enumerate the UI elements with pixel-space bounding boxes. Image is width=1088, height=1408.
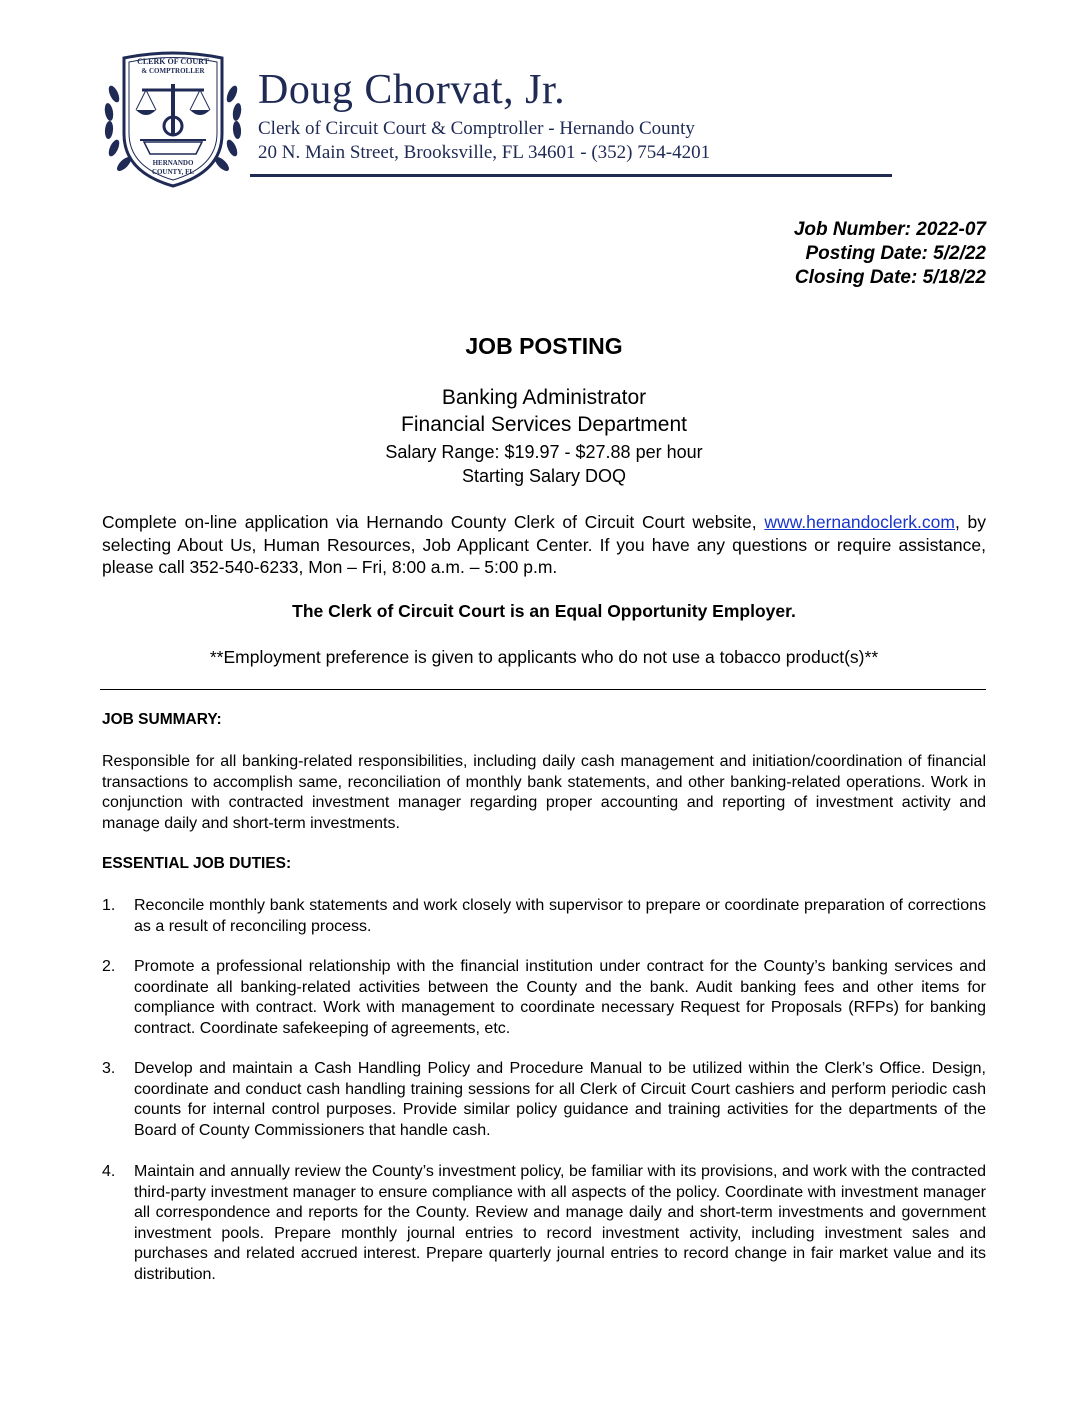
clerk-seal-icon (100, 44, 246, 190)
website-link[interactable]: www.hernandoclerk.com (764, 512, 955, 532)
starting-salary: Starting Salary DOQ (461, 466, 627, 486)
duty-number: 4. (102, 1163, 116, 1180)
job-number: Job Number: 2022-07 (793, 219, 986, 240)
posting-heading: JOB POSTING (465, 333, 623, 359)
duty-text: Reconcile monthly bank statements and work closely with supervisor to prepare or coordinate preparation of corrections as a result of reconciling process. (134, 897, 986, 935)
position-block (0, 384, 1088, 438)
duty-item (102, 896, 986, 937)
section-divider (100, 689, 986, 690)
seal-ring-top: CLERK OF COURT (137, 57, 209, 66)
duty-number: 1. (102, 897, 116, 914)
duty-item (102, 1059, 986, 1141)
seal-bottom-line2: COUNTY, FL (151, 168, 195, 176)
clerk-title: Clerk of Circuit Court & Comptroller - Hernando County (258, 118, 695, 139)
salary-range: Salary Range: $19.97 - $27.88 per hour (385, 442, 703, 462)
seal-ring-sub: & COMPTROLLER (141, 67, 205, 75)
letterhead-rule (250, 174, 892, 177)
department-name: Financial Services Department (401, 413, 687, 436)
duty-item (102, 957, 986, 1039)
job-summary-text: Responsible for all banking-related responsibilities, including daily cash management and initiation/coordination of financial transactions to accomplish same, reconciliation of monthly bank statements, and other banking-related operations. Work in conjunction with contracted investment manager regarding proper accounting and reporting of investment activity and manage daily and short-term investments. (102, 753, 986, 832)
clerk-name: Doug Chorvat, Jr. (258, 67, 566, 113)
application-instructions (102, 511, 986, 579)
job-summary-heading: JOB SUMMARY: (102, 711, 222, 728)
seal-bottom-line1: HERNANDO (152, 159, 194, 167)
tobacco-preference-note: **Employment preference is given to applicants who do not use a tobacco product(s)** (209, 647, 879, 667)
letterhead (100, 44, 900, 184)
duty-item (102, 1162, 986, 1285)
posting-date: Posting Date: 5/2/22 (805, 243, 986, 264)
position-title: Banking Administrator (441, 386, 647, 409)
intro-text-after: , by selecting About Us, Human Resources, Job Applicant Center. If you have any questions or require assistance, please call 352-540-6233, Mon – Fri, 8:00 a.m. – 5:00 p.m. (102, 512, 986, 577)
equal-opportunity-statement: The Clerk of Circuit Court is an Equal Opportunity Employer. (292, 601, 796, 621)
duty-text: Develop and maintain a Cash Handling Policy and Procedure Manual to be utilized within the Clerk’s Office. Design, coordinate and conduct cash handling training sessions for all Clerk of Circuit Court cashiers and perform periodic cash counts for internal control purposes. Provide similar policy guidance and training activities for the departments of the Board of County Commissioners that handle cash. (134, 1060, 986, 1139)
intro-text-before: Complete on-line application via Hernando County Clerk of Circuit Court website, (102, 512, 765, 532)
job-meta (794, 218, 986, 290)
clerk-address: 20 N. Main Street, Brooksville, FL 34601 - (352) 754-4201 (258, 142, 711, 163)
essential-duties-heading: ESSENTIAL JOB DUTIES: (102, 855, 292, 872)
duty-text: Maintain and annually review the County’s investment policy, be familiar with its provisions, and work with the contracted third-party investment manager to ensure compliance with all aspects of the policy. Coordinate with investment manager all correspondence and reports for the County. Review and manage daily and short-term investments and government investment pools. Prepare monthly journal entries to record investment activity, including investment sales and purchases and related accrued interest. Prepare quarterly journal entries to record change in fair market value and its distribution. (134, 1163, 986, 1283)
salary-block (0, 440, 1088, 488)
duty-number: 2. (102, 958, 116, 975)
duty-number: 3. (102, 1060, 116, 1077)
closing-date: Closing Date: 5/18/22 (794, 267, 986, 288)
duty-text: Promote a professional relationship with the financial institution under contract for the County’s banking services and coordinate all banking-related activities between the County and the bank. Audit banking fees and other items for compliance with contract. Work with management to coordinate necessary Request for Proposals (RFPs) for banking contract. Coordinate safekeeping of agreements, etc. (134, 958, 986, 1037)
